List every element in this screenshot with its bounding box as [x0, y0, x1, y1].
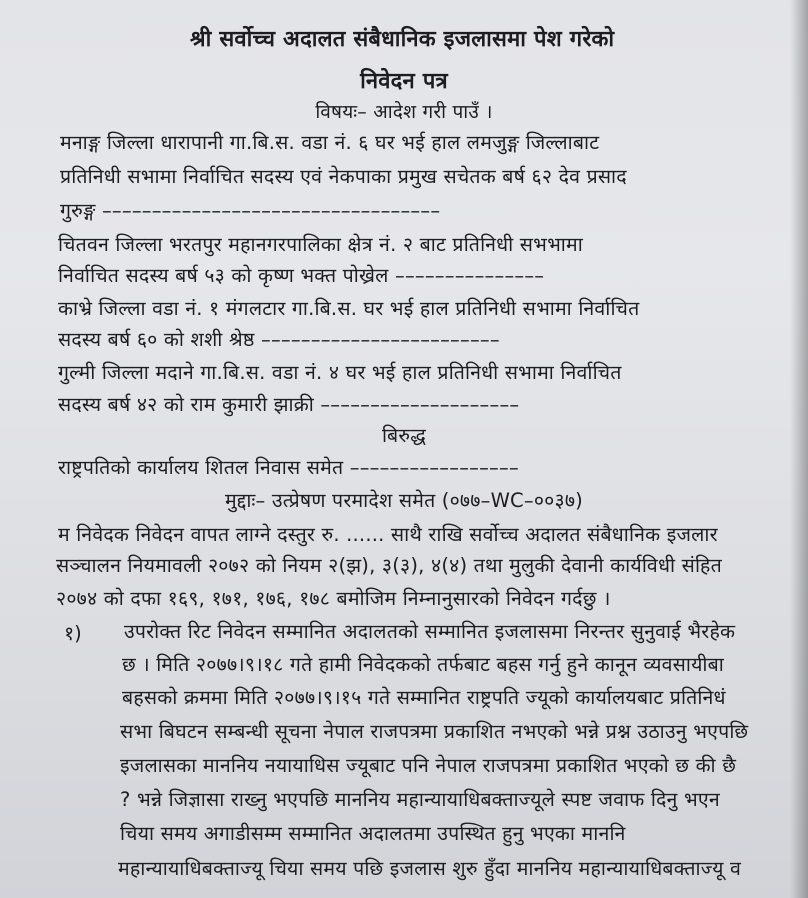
petitioner-line: सदस्य बर्ष ४२ को राम कुमारी झाक्री ––––––––––––––––––––: [58, 393, 520, 416]
petitioner-line: काभ्रे जिल्ला वडा नं. १ मंगलटार गा.बि.स. घर भई हाल प्रतिनिधी सभामा निर्वाचित: [58, 297, 640, 320]
page-edge-shadow: [790, 0, 808, 898]
document-title: श्री सर्वोच्च अदालत संबैधानिक इजलासमा पेश गरेको: [190, 27, 615, 52]
intro-line: म निवेदक निवेदन वापत लाग्ने दस्तुर रु. ...... साथै राखि सर्वोच्च अदालत संबैधानिक इजलार: [58, 523, 718, 546]
document-subtitle: निवेदन पत्र: [360, 69, 448, 94]
paragraph-line: महान्यायाधिबक्ताज्यू चिया समय पछि इजलास शुरु हुँदा माननिय महान्यायाधिबक्ताज्यू व: [118, 857, 742, 880]
petitioner-line: गुरुङ्ग ––––––––––––––––––––––––––––––––––: [60, 199, 441, 222]
paragraph-line: उपरोक्त रिट निवेदन सम्मानित अदालतको सम्मानित इजलासमा निरन्तर सुनुवाई भैरहेक: [124, 620, 736, 643]
subject-line: विषयः– आदेश गरी पाउँ ।: [315, 101, 493, 123]
paragraph-line: सभा बिघटन सम्बन्धी सूचना नेपाल राजपत्रमा प्रकाशित नभएको भन्ने प्रश्न उठाउनु भएपछि: [120, 720, 749, 743]
petitioner-line: गुल्मी जिल्ला मदाने गा.बि.स. वडा नं. ४ घर भई हाल प्रतिनिधी सभामा निर्वाचित: [58, 361, 622, 384]
case-line: मुद्दाः– उत्प्रेषण परमादेश समेत (०७७–WC–००३७): [225, 489, 583, 512]
paragraph-line: बहसको क्रममा मिति २०७७।९।१५ गते सम्मानित राष्ट्रपति ज्यूको कार्यालयबाट प्रतिनिधं: [122, 686, 726, 709]
petitioner-line: प्रतिनिधी सभामा निर्वाचित सदस्य एवं नेकपाका प्रमुख सचेतक बर्ष ६२ देव प्रसाद: [60, 165, 627, 188]
petitioner-line: सदस्य बर्ष ६० को शशी श्रेष्ठ ––––––––––––––––––––––––: [58, 328, 500, 351]
petitioner-line: चितवन जिल्ला भरतपुर महानगरपालिका क्षेत्र नं. २ बाट प्रतिनिधी सभभामा: [58, 233, 583, 256]
paragraph-line: छ । मिति २०७७।९।१८ गते हामी निवेदकको तर्फबाट बहस गर्नु हुने कानून व्यवसायीबा: [122, 653, 725, 676]
petitioner-line: निर्वाचित सदस्य बर्ष ५३ को कृष्ण भक्त पोख्रेल –––––––––––––––: [58, 264, 545, 287]
versus-label: बिरुद्ध: [381, 424, 427, 447]
paragraph-line: चिया समय अगाडीसम्म सम्मानित अदालतमा उपस्थित हुनु भएका माननि: [120, 822, 626, 845]
respondent-line: राष्ट्रपतिको कार्यालय शितल निवास समेत –––––––––––––––––: [58, 456, 519, 479]
petitioner-line: मनाङ्ग जिल्ला धारापानी गा.बि.स. वडा नं. ६ घर भई हाल लमजुङ्ग जिल्लाबाट: [60, 131, 600, 154]
paragraph-number: १): [64, 622, 82, 645]
intro-line: २०७४ को दफा १६९, १७१, १७६, १७८ बमोजिम निम्नानुसारको निवेदन गर्दछु ।: [56, 587, 611, 610]
paragraph-line: इजलासका माननिय नयायाधिस ज्यूबाट पनि नेपाल राजपत्रमा प्रकाशित भएको छ की छै: [120, 754, 737, 777]
paragraph-line: ? भन्ने जिज्ञासा राख्नु भएपछि माननिय महान्यायाधिबक्ताज्यूले स्पष्ट जवाफ दिनु भएन: [120, 788, 720, 811]
intro-line: सञ्चालन नियमावली २०७२ को नियम २(झ), ३(३), ४(४) तथा मुलुकी देवानी कार्यविधी संहित: [56, 554, 722, 577]
